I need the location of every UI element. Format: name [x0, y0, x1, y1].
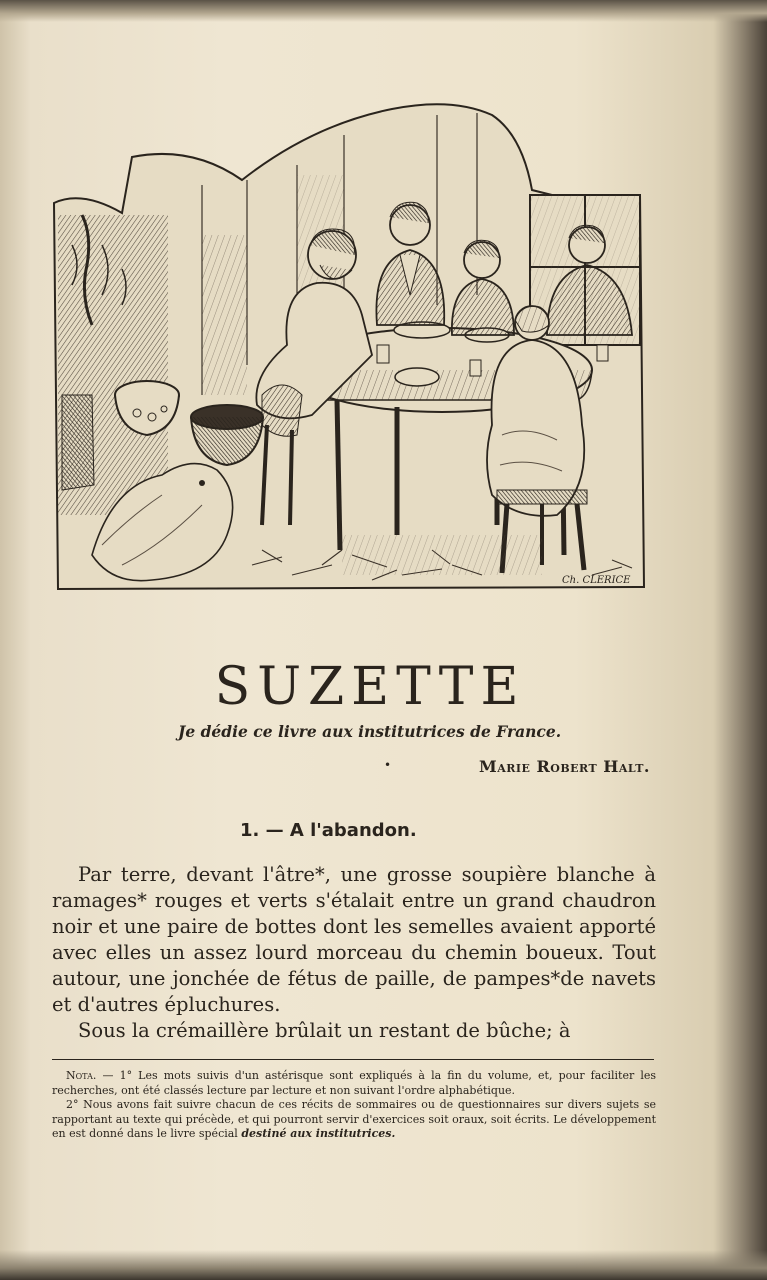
dedication: Je dédie ce livre aux institutrices de France. [178, 722, 562, 741]
paragraph: Sous la crémaillère brûlait un restant de bûche; à [78, 1019, 571, 1042]
footnotes [52, 1069, 656, 1142]
book-title: SUZETTE [214, 656, 526, 717]
nota-label: Nota. [66, 1069, 97, 1082]
footnote-2 [52, 1098, 656, 1142]
footnote-2-end: destiné aux institutrices. [241, 1127, 396, 1140]
bullet-mark: • [384, 758, 392, 772]
footnote-1 [52, 1069, 656, 1098]
page-bottom-shadow [0, 1250, 767, 1280]
body-text [52, 862, 656, 1044]
footnote-2-text: 2° Nous avons fait suivre chacun de ces récits de sommaires ou de questionnaires sur divers sujets se rapportant au texte qui précède, et qui pourront servir d'exercices soit oraux, soit écrits. Le développement en est donné dans le livre spécial [52, 1098, 656, 1140]
paragraph: Par terre, devant l'âtre*, une grosse soupière blanche à ramages* rouges et verts s'étalait entre un grand chaudron noir et une paire de bottes dont les semelles avaient apporté avec elles un assez lourd morceau du chemin boueux. Tout autour, une jonchée de fétus de paille, de pampes*de navets et d'autres épluchures. [52, 863, 656, 1016]
author-name: Marie Robert Halt. [479, 757, 650, 776]
engraving-illustration [52, 95, 648, 595]
footnote-rule [52, 1059, 654, 1060]
illustration-signature: Ch. CLERICE [562, 575, 631, 586]
footnote-1-text: — 1° Les mots suivis d'un astérisque sont expliqués à la fin du volume, et, pour faciliter les recherches, ont été classés lecture par lecture et non suivant l'ordre alphabétique. [52, 1069, 656, 1097]
chapter-heading: 1. — A l'abandon. [240, 820, 417, 841]
page-top-shadow [0, 0, 767, 22]
